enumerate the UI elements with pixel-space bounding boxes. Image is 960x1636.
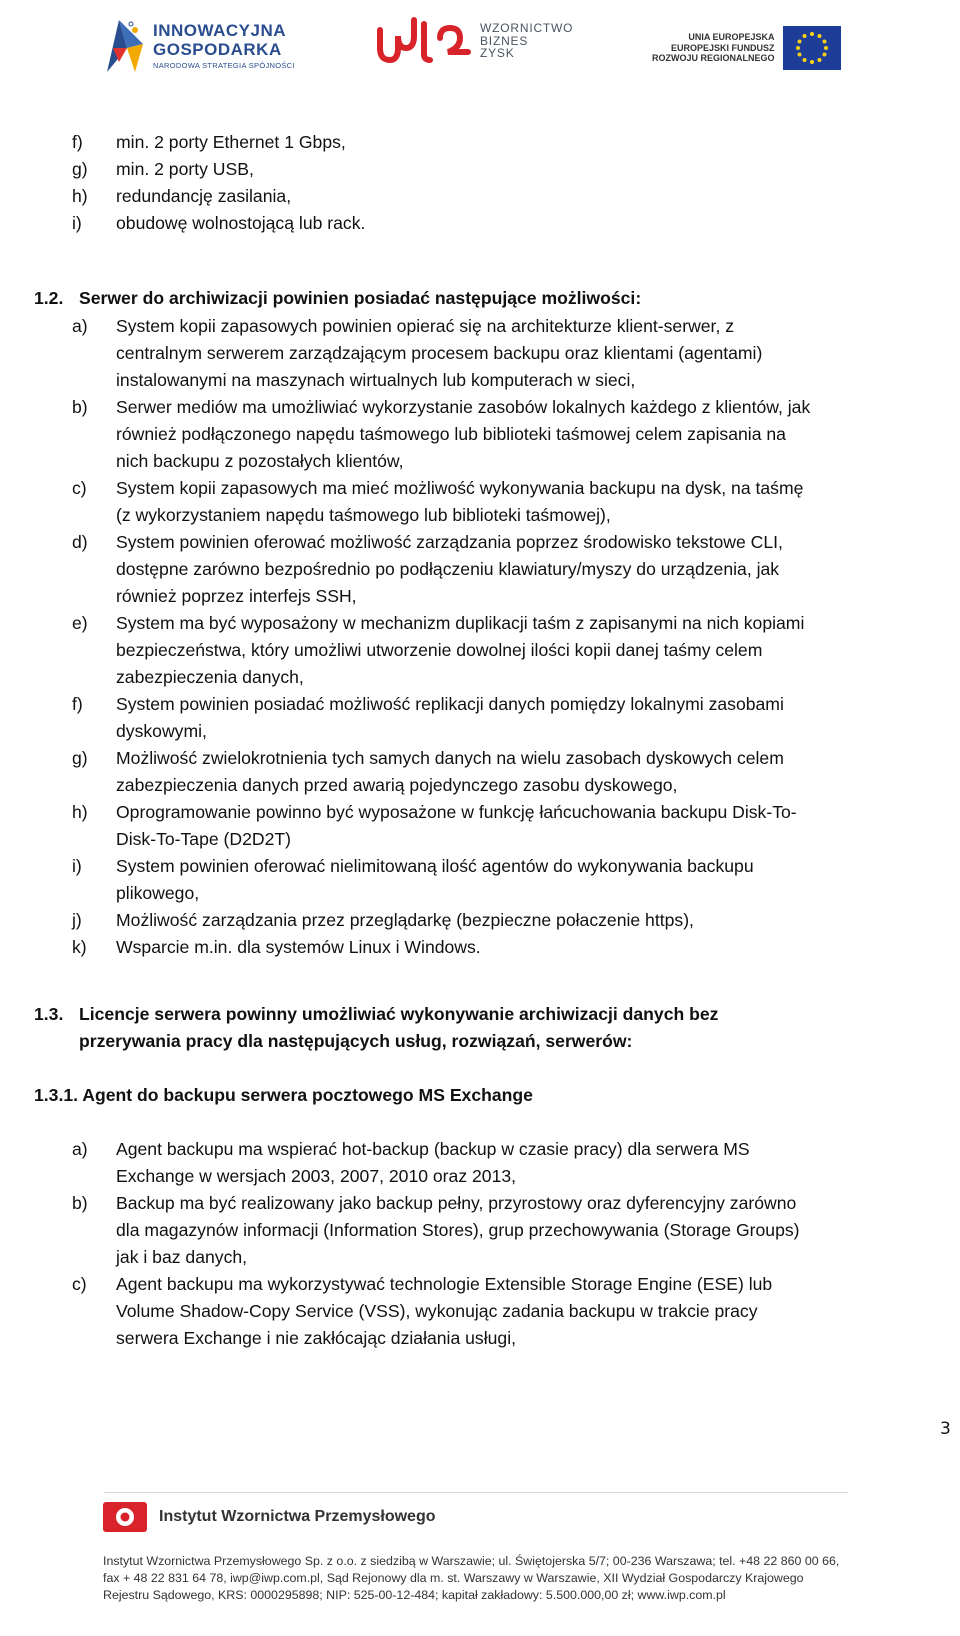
iwp-logo bbox=[103, 1502, 435, 1532]
footer-info bbox=[103, 1553, 839, 1604]
item-text: również poprzez interfejs SSH, bbox=[116, 586, 357, 606]
item-label: g) bbox=[72, 159, 88, 179]
item-label: 1.2. bbox=[34, 288, 64, 308]
logo-center-line3: ZYSK bbox=[480, 46, 515, 61]
item-text: Disk-To-Tape (D2D2T) bbox=[116, 829, 291, 849]
item-text: (z wykorzystaniem napędu taśmowego lub biblioteki taśmowej), bbox=[116, 505, 611, 525]
item-text: Volume Shadow-Copy Service (VSS), wykonując zadania backupu w trakcie pracy bbox=[116, 1301, 758, 1321]
item-label: 1.3. bbox=[34, 1004, 64, 1024]
footer-line2: fax + 48 22 831 64 78, iwp@iwp.com.pl, Sąd Rejonowy dla m. st. Warszawy w Warszawie, XII Wydział Gospodarczy Krajowego bbox=[103, 1571, 804, 1585]
item-text: redundancję zasilania, bbox=[116, 186, 292, 206]
item-text: System powinien oferować nielimitowaną ilość agentów do wykonywania backupu bbox=[116, 856, 754, 876]
item-label: d) bbox=[72, 532, 88, 552]
iwp-logo-text: Instytut Wzornictwa Przemysłowego bbox=[159, 1508, 436, 1525]
item-text: System powinien oferować możliwość zarządzania poprzez środowisko tekstowe CLI, bbox=[116, 532, 783, 552]
item-label: a) bbox=[72, 316, 88, 336]
item-text: dyskowymi, bbox=[116, 721, 207, 741]
logo-center-line1: WZORNICTWO bbox=[480, 21, 574, 36]
footer-line1: Instytut Wzornictwa Przemysłowego Sp. z o.o. z siedzibą w Warszawie; ul. Świętojerska 5/7; 00-236 Warszawa; tel. +48 22 860 00 66, bbox=[103, 1554, 840, 1568]
section-heading-text: przerywania pracy dla następujących usług, rozwiązań, serwerów: bbox=[79, 1031, 633, 1051]
item-text: Możliwość zarządzania przez przeglądarkę (bezpieczne połaczenie https), bbox=[116, 910, 694, 930]
item-label: f) bbox=[72, 132, 83, 152]
item-label: g) bbox=[72, 748, 88, 768]
item-label: b) bbox=[72, 397, 88, 417]
item-text: również podłączonego napędu taśmowego lub biblioteki taśmowej celem zapisania na bbox=[116, 424, 786, 444]
item-label: b) bbox=[72, 1193, 88, 1213]
item-label: j) bbox=[72, 910, 82, 930]
unia-europejska-logo bbox=[652, 26, 841, 70]
section-heading-text: Serwer do archiwizacji powinien posiadać następujące możliwości: bbox=[79, 288, 642, 308]
item-label: c) bbox=[72, 478, 87, 498]
item-text: obudowę wolnostojącą lub rack. bbox=[116, 213, 366, 233]
eu-flag-icon bbox=[783, 26, 841, 70]
item-text: plikowego, bbox=[116, 883, 200, 903]
item-label: f) bbox=[72, 694, 83, 714]
item-text: System ma być wyposażony w mechanizm duplikacji taśm z zapisanymi na nich kopiami bbox=[116, 613, 805, 633]
wbz-mark-icon bbox=[376, 14, 472, 68]
item-text: Exchange w wersjach 2003, 2007, 2010 oraz 2013, bbox=[116, 1166, 517, 1186]
header-logos bbox=[0, 14, 960, 84]
item-text: Oprogramowanie powinno być wyposażone w funkcję łańcuchowania backupu Disk-To- bbox=[116, 802, 797, 822]
item-text: Agent backupu ma wykorzystywać technologie Extensible Storage Engine (ESE) lub bbox=[116, 1274, 773, 1294]
section-heading-text: 1.3.1. Agent do backupu serwera pocztowego MS Exchange bbox=[34, 1085, 533, 1105]
item-text: zabezpieczenia danych przed awarią pojedynczego zasobu dyskowego, bbox=[116, 775, 678, 795]
item-text: Backup ma być realizowany jako backup pełny, przyrostowy oraz dyferencyjny zarówno bbox=[116, 1193, 797, 1213]
logo-left-line3: NARODOWA STRATEGIA SPÓJNOŚCI bbox=[153, 61, 295, 71]
item-text: Możliwość zwielokrotnienia tych samych danych na wielu zasobach dyskowych celem bbox=[116, 748, 784, 768]
item-text: Wsparcie m.in. dla systemów Linux i Windows. bbox=[116, 937, 481, 957]
item-text: Serwer mediów ma umożliwiać wykorzystanie zasobów lokalnych każdego z klientów, jak bbox=[116, 397, 811, 417]
item-label: i) bbox=[72, 856, 82, 876]
item-text: bezpieczeństwa, który umożliwi utworzenie dowolnej ilości kopii danej taśmy celem bbox=[116, 640, 763, 660]
item-label: k) bbox=[72, 937, 87, 957]
item-text: nich backupu z pozostałych klientów, bbox=[116, 451, 404, 471]
item-label: c) bbox=[72, 1274, 87, 1294]
item-label: i) bbox=[72, 213, 82, 233]
item-label: h) bbox=[72, 186, 88, 206]
innowacyjna-gospodarka-mark-icon bbox=[105, 18, 145, 74]
logo-left-line1: INNOWACYJNA bbox=[153, 21, 287, 41]
footer-divider bbox=[104, 1492, 848, 1493]
section-heading-text: Licencje serwera powinny umożliwiać wykonywanie archiwizacji danych bez bbox=[79, 1004, 719, 1024]
footer-line3: Rejestru Sądowego, KRS: 0000295898; NIP: 525-00-12-484; kapitał zakładowy: 5.500.000,00 zł; www.iwp.com.pl bbox=[103, 1588, 726, 1602]
item-label: a) bbox=[72, 1139, 88, 1159]
item-label: h) bbox=[72, 802, 88, 822]
item-text: System kopii zapasowych ma mieć możliwość wykonywania backupu na dysk, na taśmę bbox=[116, 478, 804, 498]
innowacyjna-gospodarka-logo bbox=[105, 18, 295, 74]
item-text: min. 2 porty Ethernet 1 Gbps, bbox=[116, 132, 346, 152]
logo-right-line1: UNIA EUROPEJSKA bbox=[688, 32, 775, 43]
item-text: min. 2 porty USB, bbox=[116, 159, 254, 179]
item-label: e) bbox=[72, 613, 88, 633]
item-text: zabezpieczenia danych, bbox=[116, 667, 304, 687]
wzornictwo-biznes-zysk-logo bbox=[376, 14, 573, 68]
item-text: instalowanymi na maszynach wirtualnych lub komputerach w sieci, bbox=[116, 370, 636, 390]
page-number: 3 bbox=[940, 1419, 951, 1439]
item-text: jak i baz danych, bbox=[116, 1247, 248, 1267]
iwp-mark-icon bbox=[103, 1502, 147, 1532]
item-text: Agent backupu ma wspierać hot-backup (backup w czasie pracy) dla serwera MS bbox=[116, 1139, 750, 1159]
logo-right-line3: ROZWOJU REGIONALNEGO bbox=[652, 53, 775, 64]
logo-right-line2: EUROPEJSKI FUNDUSZ bbox=[671, 42, 775, 53]
item-text: dla magazynów informacji (Information Stores), grup przechowywania (Storage Groups) bbox=[116, 1220, 800, 1240]
item-text: dostępne zarówno bezpośrednio po podłączeniu klawiatury/myszy do urządzenia, jak bbox=[116, 559, 780, 579]
item-text: System kopii zapasowych powinien opierać się na architekturze klient-serwer, z bbox=[116, 316, 735, 336]
logo-center-line2: BIZNES bbox=[480, 33, 529, 48]
item-text: System powinien posiadać możliwość replikacji danych pomiędzy lokalnymi zasobami bbox=[116, 694, 784, 714]
item-text: serwera Exchange i nie zakłócając działania usługi, bbox=[116, 1328, 516, 1348]
item-text: centralnym serwerem zarządzającym procesem backupu oraz klientami (agentami) bbox=[116, 343, 763, 363]
logo-left-line2: GOSPODARKA bbox=[153, 40, 282, 60]
